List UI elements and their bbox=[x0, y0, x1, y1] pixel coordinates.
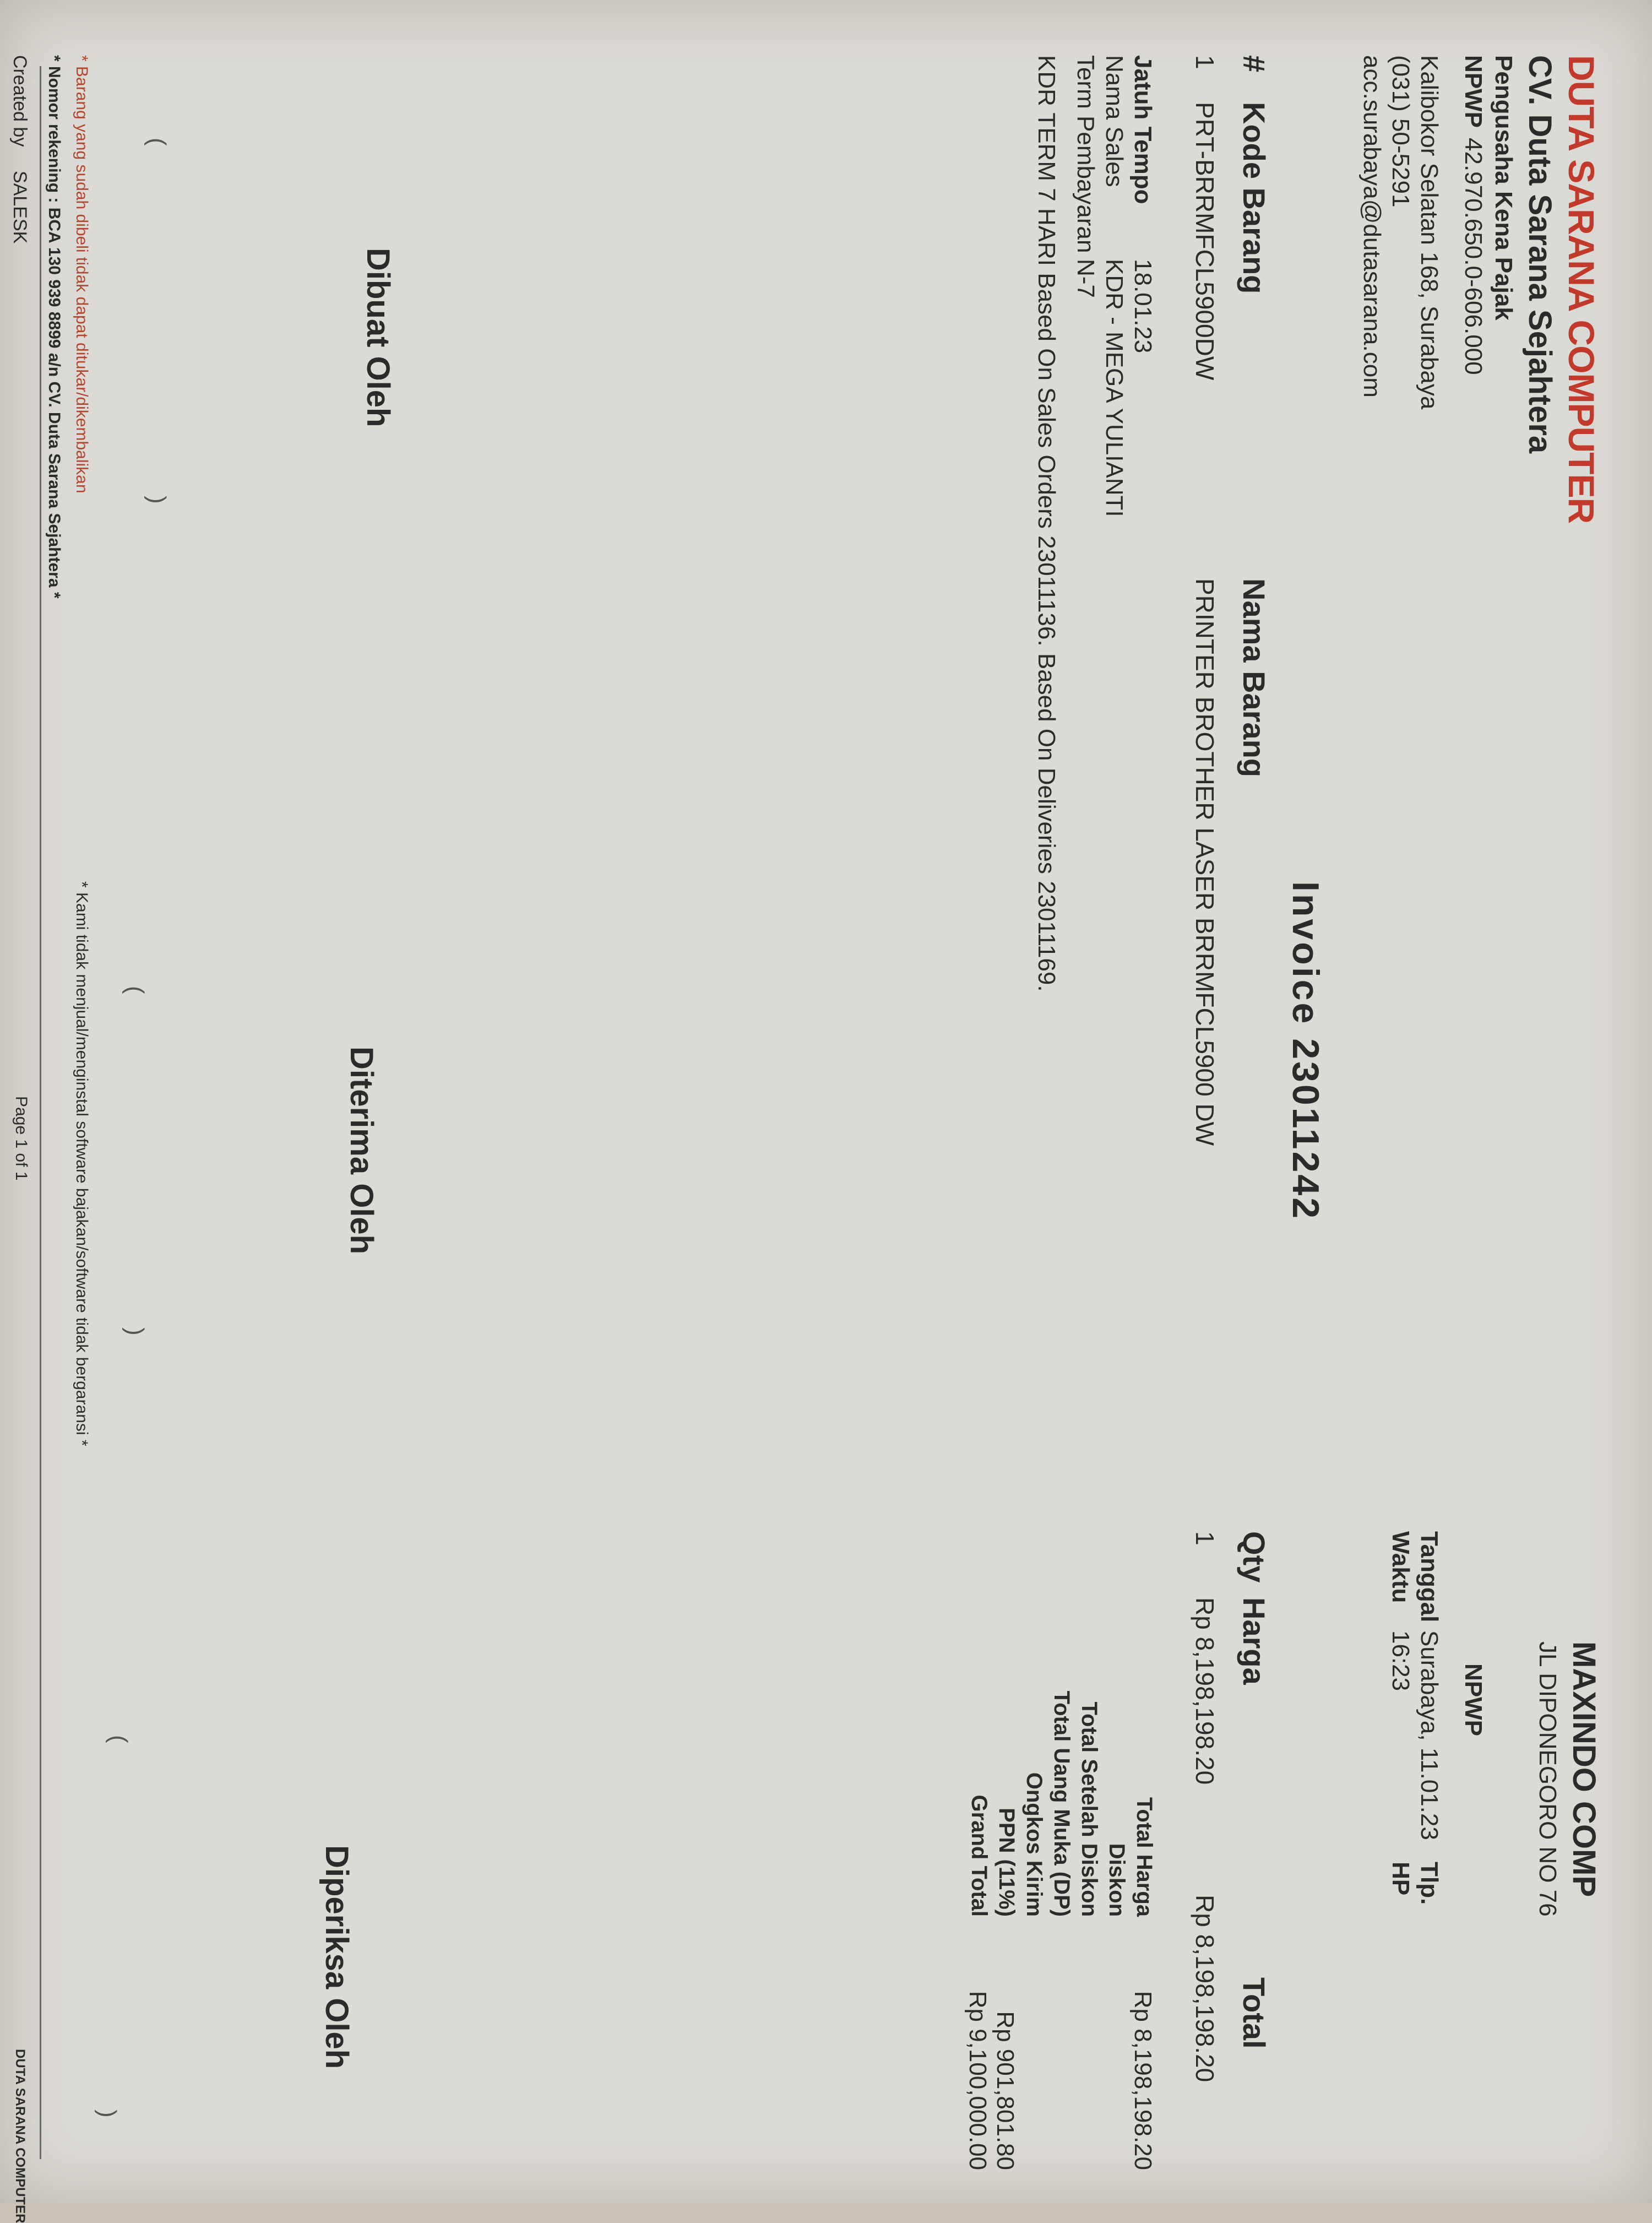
footer-rule bbox=[40, 66, 41, 2159]
grand-total-value: Rp 9,100,000.00 bbox=[964, 1991, 991, 2170]
invoice-title bbox=[1284, 881, 1327, 1221]
waktu-label: Waktu bbox=[1387, 1531, 1414, 1603]
sign-diperiksa: Diperiksa Oleh bbox=[319, 1845, 355, 2069]
total-harga-label: Total Harga bbox=[1132, 1797, 1156, 1917]
sign-bracket-close-2: ) bbox=[122, 1327, 149, 1336]
seller-phone: (031) 50-5291 bbox=[1387, 55, 1414, 208]
sales-value: KDR - MEGA YULIANTI bbox=[1101, 259, 1128, 517]
col-header-qty: Qty bbox=[1237, 1531, 1271, 1583]
waktu-value: 16:23 bbox=[1387, 1630, 1414, 1691]
total-harga-value: Rp 8,198,198.20 bbox=[1129, 1991, 1156, 2170]
seller-name: CV. Duta Sarana Sejahtera bbox=[1522, 55, 1558, 454]
seller-address: Kalibokor Selatan 168, Surabaya bbox=[1416, 55, 1443, 410]
sign-bracket-open-3: ( bbox=[105, 1735, 132, 1743]
col-header-harga: Harga bbox=[1237, 1597, 1271, 1685]
sign-diterima: Diterima Oleh bbox=[344, 1047, 379, 1255]
sign-bracket-close-1: ) bbox=[144, 496, 171, 504]
row-harga: Rp 8,198,198.20 bbox=[1191, 1597, 1219, 1785]
buyer-npwp-label: NPWP bbox=[1460, 1663, 1487, 1736]
ppn-label: PPN (11%) bbox=[995, 1808, 1019, 1917]
tanggal-label: Tanggal bbox=[1416, 1531, 1443, 1623]
buyer-hp-label: HP bbox=[1387, 1862, 1414, 1896]
sign-bracket-open-2: ( bbox=[122, 986, 149, 994]
created-value: SALESK bbox=[9, 171, 30, 244]
terms-remark: KDR TERM 7 HARI Based On Sales Orders 23011136. Based On Deliveries 23011169. bbox=[1033, 55, 1060, 992]
sign-dibuat: Dibuat Oleh bbox=[360, 248, 396, 427]
invoice-label: Invoice bbox=[1285, 881, 1327, 1026]
sign-bracket-close-3: ) bbox=[94, 2110, 121, 2118]
row-kode: PRT-BRRMFCL5900DW bbox=[1191, 102, 1219, 381]
jatuh-tempo-value: 18.01.23 bbox=[1129, 259, 1156, 354]
diskon-label: Diskon bbox=[1105, 1843, 1129, 1917]
note-software: * Kami tidak menjual/menginstal software bajakan/software tidak bergaransi * bbox=[73, 881, 91, 1446]
company-logo: DUTA SARANA COMPUTER bbox=[1561, 55, 1602, 524]
page-number: Page 1 of 1 bbox=[12, 1096, 30, 1181]
buyer-name: MAXINDO COMP bbox=[1566, 1641, 1602, 1897]
buyer-tlp-label: Tlp. bbox=[1416, 1862, 1443, 1905]
dp-label: Total Uang Muka (DP) bbox=[1050, 1690, 1074, 1917]
seller-npwp-label: NPWP bbox=[1460, 55, 1487, 128]
row-qty: 1 bbox=[1191, 1531, 1219, 1546]
row-nama: PRINTER BROTHER LASER BRRMFCL5900 DW bbox=[1191, 578, 1219, 1146]
footer-brand: DUTA SARANA COMPUTER bbox=[13, 2049, 28, 2223]
row-total: Rp 8,198,198.20 bbox=[1191, 1895, 1219, 2083]
ppn-value: Rp 901,801.80 bbox=[992, 2011, 1019, 2170]
term-label: Term Pembayaran bbox=[1072, 55, 1099, 253]
col-header-total: Total bbox=[1237, 1977, 1271, 2049]
row-no: 1 bbox=[1191, 55, 1219, 69]
note-goods: * Barang yang sudah dibeli tidak dapat ditukar/dikembalikan bbox=[73, 55, 91, 494]
seller-email: acc.surabaya@dutasarana.com bbox=[1358, 55, 1385, 398]
buyer-address: JL DIPONEGORO NO 76 bbox=[1534, 1641, 1561, 1917]
seller-status: Pengusaha Kena Pajak bbox=[1490, 55, 1517, 321]
col-header-nama: Nama Barang bbox=[1237, 578, 1271, 778]
jatuh-tempo-label: Jatuh Tempo bbox=[1129, 55, 1156, 204]
sales-label: Nama Sales bbox=[1101, 55, 1128, 187]
note-account: * Nomor rekening : BCA 130 939 8899 a/n CV. Duta Sarana Sejahtera * bbox=[45, 55, 63, 599]
ongkos-label: Ongkos Kirim bbox=[1022, 1772, 1046, 1917]
term-value: N-7 bbox=[1072, 259, 1099, 298]
setelah-diskon-label: Total Setelah Diskon bbox=[1077, 1701, 1101, 1917]
grand-total-label: Grand Total bbox=[967, 1794, 991, 1917]
col-header-kode: Kode Barang bbox=[1237, 102, 1271, 294]
col-header-no: # bbox=[1237, 55, 1271, 73]
invoice-number: 23011242 bbox=[1285, 1038, 1327, 1221]
seller-npwp-value: 42.970.650.0-606.000 bbox=[1460, 138, 1487, 375]
tanggal-value: Surabaya, 11.01.23 bbox=[1416, 1630, 1443, 1840]
sign-bracket-open-1: ( bbox=[144, 138, 171, 146]
created-label: Created by bbox=[9, 55, 30, 147]
